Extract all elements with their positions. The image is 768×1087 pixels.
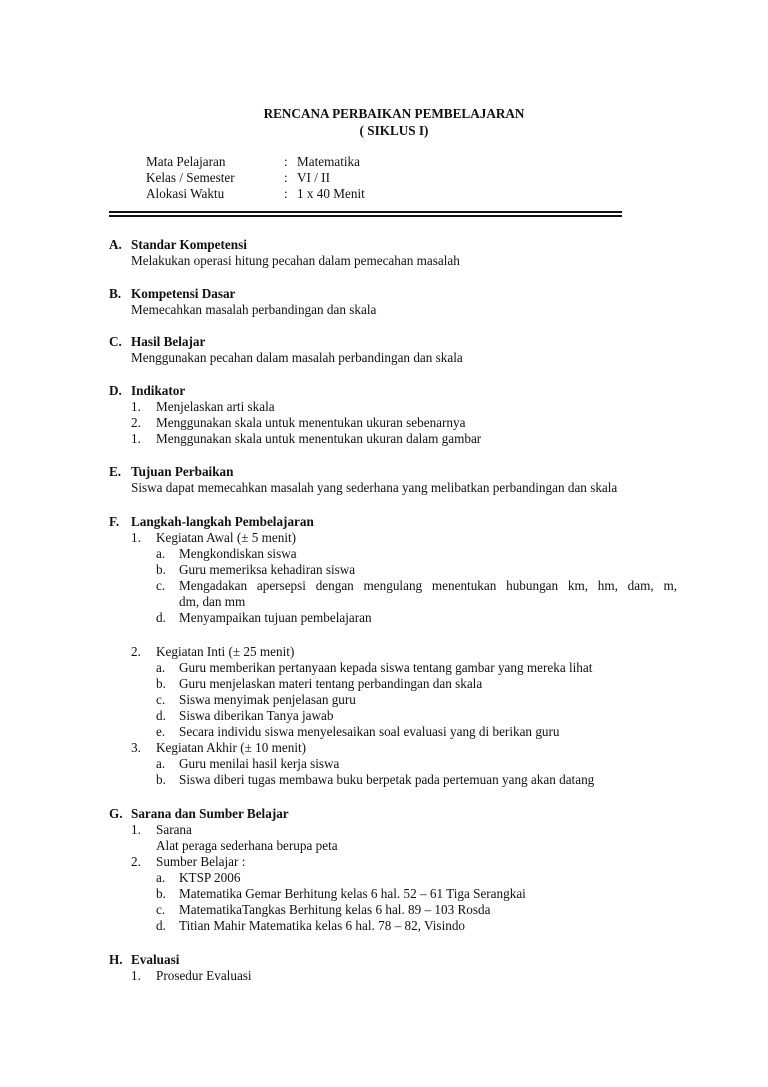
section-f-heading: F. Langkah-langkah Pembelajaran xyxy=(109,514,314,529)
meta-label: Mata Pelajaran xyxy=(146,154,226,169)
section-b-text: Memecahkan masalah perbandingan dan skala xyxy=(131,302,377,317)
meta-colon: : xyxy=(284,170,288,185)
section-e-text: Siswa dapat memecahkan masalah yang sederhana yang melibatkan perbandingan dan skala xyxy=(131,480,618,495)
header-divider-top xyxy=(109,211,622,213)
meta-label: Alokasi Waktu xyxy=(146,186,225,201)
section-b-heading: B. Kompetensi Dasar xyxy=(109,286,236,301)
list-item-continuation: dm, dan mm xyxy=(179,594,246,609)
section-a-text: Melakukan operasi hitung pecahan dalam pemecahan masalah xyxy=(131,253,460,268)
meta-colon: : xyxy=(284,186,288,201)
meta-value: 1 x 40 Menit xyxy=(297,186,365,201)
document-subtitle: ( SIKLUS I) xyxy=(359,123,429,138)
section-g-heading: G. Sarana dan Sumber Belajar xyxy=(109,806,289,821)
meta-value: Matematika xyxy=(297,154,360,169)
document-page: RENCANA PERBAIKAN PEMBELAJARAN ( SIKLUS I) Mata Pelajaran : Matematika Kelas / Semester : VI / II Alokasi Waktu : 1 x 40 Menit A. Standar Kompetensi Melakukan operasi hitung pecahan dalam pemecahan masalah B. Kompetensi Dasar Memecahkan masalah perbandingan dan skala C. Hasil Belajar Menggunakan pecahan dalam masalah perbandingan dan skala D. Indikator 1. Menjelaskan arti skala 2. Menggunakan skala untuk menentukan ukuran sebenarnya 1. Menggunakan skala untuk menentukan ukuran dalam gambar E. Tujuan Perbaikan Siswa dapat memecahkan masalah yang sederhana yang melibatkan perbandingan dan skala F. Langkah-langkah Pembelajaran 1. Kegiatan Awal (± 5 menit) a. Mengkondiskan siswa b. Guru memeriksa kehadiran siswa c. Mengadakan apersepsi dengan mengulang menentukan hubungan km, hm, dam, m, dm, dan mm d. Menyampaikan tujuan pembelajaran 2. Kegiatan Inti (± 25 menit) a. Guru memberikan pertanyaan kepada siswa tentang gambar yang mereka lihat b. Guru menjelaskan materi tentang perbandingan dan skala c. Siswa menyimak penjelasan guru d. Siswa diberikan Tanya jawab e. Secara individu siswa menyelesaikan soal evaluasi yang di berikan guru 3. Kegiatan Akhir (± 10 menit) a. Guru menilai hasil kerja siswa b. Siswa diberi tugas membawa buku berpetak pada pertemuan yang akan datang G. Sarana dan Sumber Belajar 1. Sarana Alat peraga sederhana berupa peta 2. Sumber Belajar : a. KTSP 2006 b. Matematika Gemar Berhitung kelas 6 hal. 52 – 61 Tiga Serangkai c. MatematikaTangkas Berhitung kelas 6 hal. 89 – 103 Rosda d. Titian Mahir Matematika kelas 6 hal. 78 – 82, Visindo H. Evaluasi 1. Prosedur Evaluasi xyxy=(0,0,768,1087)
section-c-text: Menggunakan pecahan dalam masalah perbandingan dan skala xyxy=(131,350,463,365)
meta-label: Kelas / Semester xyxy=(146,170,235,185)
meta-value: VI / II xyxy=(297,170,330,185)
section-h-heading: H. Evaluasi xyxy=(109,952,180,967)
section-e-heading: E. Tujuan Perbaikan xyxy=(109,464,234,479)
section-c-heading: C. Hasil Belajar xyxy=(109,334,206,349)
meta-colon: : xyxy=(284,154,288,169)
document-title: RENCANA PERBAIKAN PEMBELAJARAN xyxy=(263,106,525,121)
header-divider-bottom xyxy=(109,215,622,217)
section-a-heading: A. Standar Kompetensi xyxy=(109,237,247,252)
sarana-text: Alat peraga sederhana berupa peta xyxy=(156,838,338,853)
section-d-heading: D. Indikator xyxy=(109,383,186,398)
